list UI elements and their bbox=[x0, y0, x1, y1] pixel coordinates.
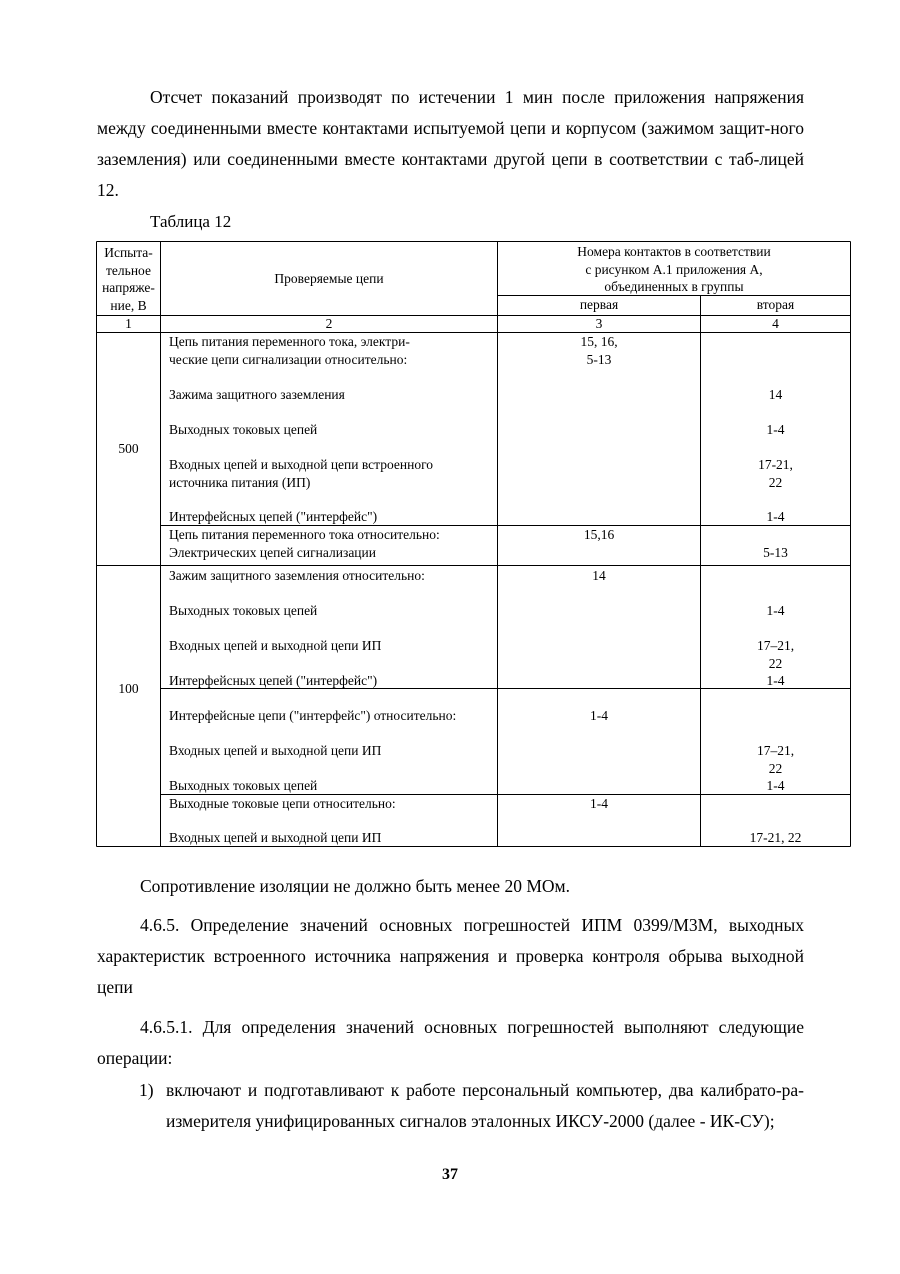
circuit-label: Цепь питания переменного тока относительно: bbox=[169, 527, 440, 542]
header-second-group: вторая bbox=[756, 297, 795, 312]
second-group-contacts: 17–21, 22 bbox=[756, 638, 795, 671]
voltage-500: 500 bbox=[118, 441, 139, 456]
circuit-label: Выходных токовых цепей bbox=[169, 422, 318, 437]
circuit-label: Входных цепей и выходной цепи ИП bbox=[169, 638, 382, 653]
circuit-label: Электрических цепей сигнализации bbox=[169, 545, 376, 560]
second-group-contacts: 5-13 bbox=[763, 545, 788, 560]
circuit-label: Зажима защитного заземления bbox=[169, 387, 345, 402]
first-group-contacts: 14 bbox=[592, 568, 606, 583]
second-group-contacts: 1-4 bbox=[766, 422, 785, 437]
first-group-contacts: 1-4 bbox=[590, 708, 608, 723]
resistance-paragraph: Сопротивление изоляции не должно быть менее 20 МОм. bbox=[140, 876, 570, 896]
header-checked-circuits: Проверяемые цепи bbox=[274, 271, 384, 286]
second-group-contacts: 17-21, 22 bbox=[749, 830, 802, 845]
voltage-100: 100 bbox=[118, 681, 139, 696]
section-4-6-5-1-paragraph: 4.6.5.1. Для определения значений основных погрешностей выполняют следующие операции: bbox=[97, 1017, 804, 1068]
circuit-label: Интерфейсных цепей ("интерфейс") bbox=[169, 673, 378, 688]
first-group-contacts: 15,16 bbox=[583, 527, 615, 542]
second-group-contacts: 1-4 bbox=[766, 509, 785, 524]
page-number: 37 bbox=[442, 1166, 458, 1183]
circuit-label: Зажим защитного заземления относительно: bbox=[169, 568, 425, 583]
circuit-label: Входных цепей и выходной цепи ИП bbox=[169, 743, 382, 758]
header-test-voltage: Испыта- тельное напряже- ние, В bbox=[102, 245, 155, 313]
circuit-label: Выходных токовых цепей bbox=[169, 603, 318, 618]
table-caption: Таблица 12 bbox=[150, 212, 232, 231]
circuit-label: Интерфейсных цепей ("интерфейс") bbox=[169, 509, 378, 524]
intro-paragraph: Отсчет показаний производят по истечении 1 мин после приложения напряжения между соединенными вместе контактами испытуемой цепи и корпусом (зажимом защит-ного заземления) или соединенными вместе контактами другой цепи в соответствии с таб-лицей 12. bbox=[97, 87, 804, 200]
second-group-contacts: 1-4 bbox=[766, 603, 785, 618]
list-item-text: включают и подготавливают к работе персональный компьютер, два калибрато-ра-измерителя унифицированных сигналов эталонных ИКСУ-2000 (далее - ИК-СУ); bbox=[166, 1080, 804, 1131]
first-group-contacts: 1-4 bbox=[590, 796, 608, 811]
second-group-contacts: 1-4 bbox=[766, 673, 785, 688]
header-contact-groups: Номера контактов в соответствии с рисунком А.1 приложения А, объединенных в группы bbox=[577, 244, 771, 294]
circuit-label: Входных цепей и выходной цепи ИП bbox=[169, 830, 382, 845]
second-group-contacts: 1-4 bbox=[766, 778, 785, 793]
first-group-contacts: 15, 16, 5-13 bbox=[580, 334, 618, 367]
second-group-contacts: 14 bbox=[768, 387, 783, 402]
section-4-6-5-paragraph: 4.6.5. Определение значений основных погрешностей ИПМ 0399/М3М, выходных характеристик встроенного источника напряжения и проверка контроля обрыва выходной цепи bbox=[97, 915, 804, 997]
circuit-label: Выходных токовых цепей bbox=[169, 778, 318, 793]
circuit-label: Входных цепей и выходной цепи встроенного источника питания (ИП) bbox=[169, 457, 434, 490]
list-item-number: 1) bbox=[139, 1080, 154, 1100]
header-first-group: первая bbox=[579, 297, 619, 312]
column-number-2: 2 bbox=[325, 316, 333, 331]
column-number-1: 1 bbox=[125, 316, 132, 331]
second-group-contacts: 17–21, 22 bbox=[756, 743, 795, 776]
circuit-label: Интерфейсные цепи ("интерфейс") относительно: bbox=[169, 708, 457, 723]
circuit-label: Выходные токовые цепи относительно: bbox=[169, 796, 396, 811]
circuit-label: Цепь питания переменного тока, электри- ческие цепи сигнализации относительно: bbox=[169, 334, 410, 367]
column-number-4: 4 bbox=[772, 316, 779, 331]
column-number-3: 3 bbox=[595, 316, 603, 331]
second-group-contacts: 17-21, 22 bbox=[758, 457, 793, 490]
